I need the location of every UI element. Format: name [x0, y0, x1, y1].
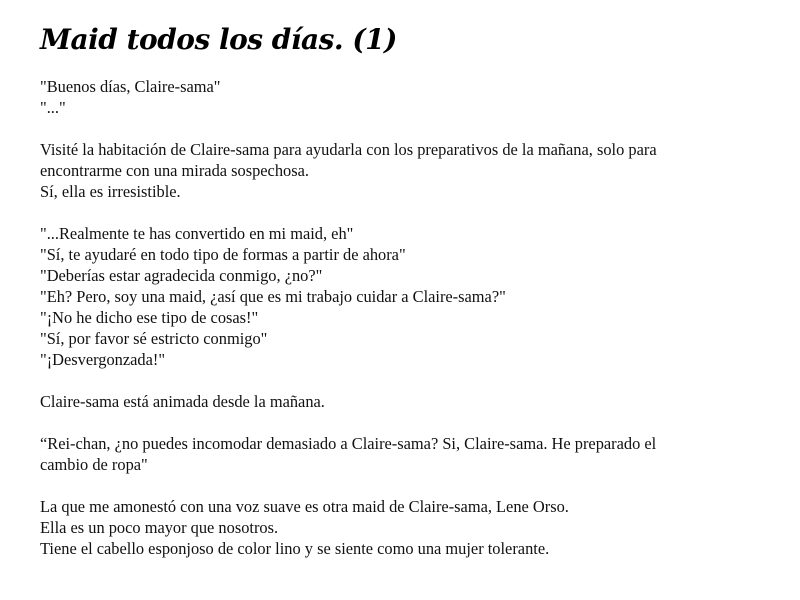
text-line: Tiene el cabello esponjoso de color lino y se siente como una mujer tolerante.: [40, 539, 550, 558]
paragraph-lene-orso: [40, 496, 760, 559]
text-line: “Rei-chan, ¿no puedes incomodar demasiado a Claire-sama? Si, Claire-sama. He preparado el: [40, 434, 657, 453]
paragraph-animated: [40, 391, 760, 412]
chapter-title: Maid todos los días. (1): [40, 23, 397, 56]
text-line: "Eh? Pero, soy una maid, ¿así que es mi trabajo cuidar a Claire-sama?": [40, 287, 506, 306]
text-line: "...Realmente te has convertido en mi maid, eh": [40, 224, 354, 243]
text-line: "Deberías estar agradecida conmigo, ¿no?": [40, 266, 323, 285]
paragraph-visit: [40, 139, 760, 202]
text-line: Sí, ella es irresistible.: [40, 182, 181, 201]
paragraph-rei-chan: [40, 433, 760, 475]
text-line: encontrarme con una mirada sospechosa.: [40, 161, 309, 180]
text-line: "¡Desvergonzada!": [40, 350, 166, 369]
text-line: Visité la habitación de Claire-sama para ayudarla con los preparativos de la mañana, solo para: [40, 140, 657, 159]
text-line: cambio de ropa": [40, 455, 148, 474]
text-line: La que me amonestó con una voz suave es otra maid de Claire-sama, Lene Orso.: [40, 497, 569, 516]
paragraph-dialogue: [40, 223, 760, 370]
text-line: "¡No he dicho ese tipo de cosas!": [40, 308, 259, 327]
text-line: "Buenos días, Claire-sama": [40, 77, 221, 96]
text-line: "...": [40, 98, 66, 117]
text-line: Ella es un poco mayor que nosotros.: [40, 518, 279, 537]
text-line: "Sí, te ayudaré en todo tipo de formas a partir de ahora": [40, 245, 406, 264]
text-line: "Sí, por favor sé estricto conmigo": [40, 329, 268, 348]
paragraph-greeting: [40, 76, 760, 118]
text-line: Claire-sama está animada desde la mañana.: [40, 392, 325, 411]
